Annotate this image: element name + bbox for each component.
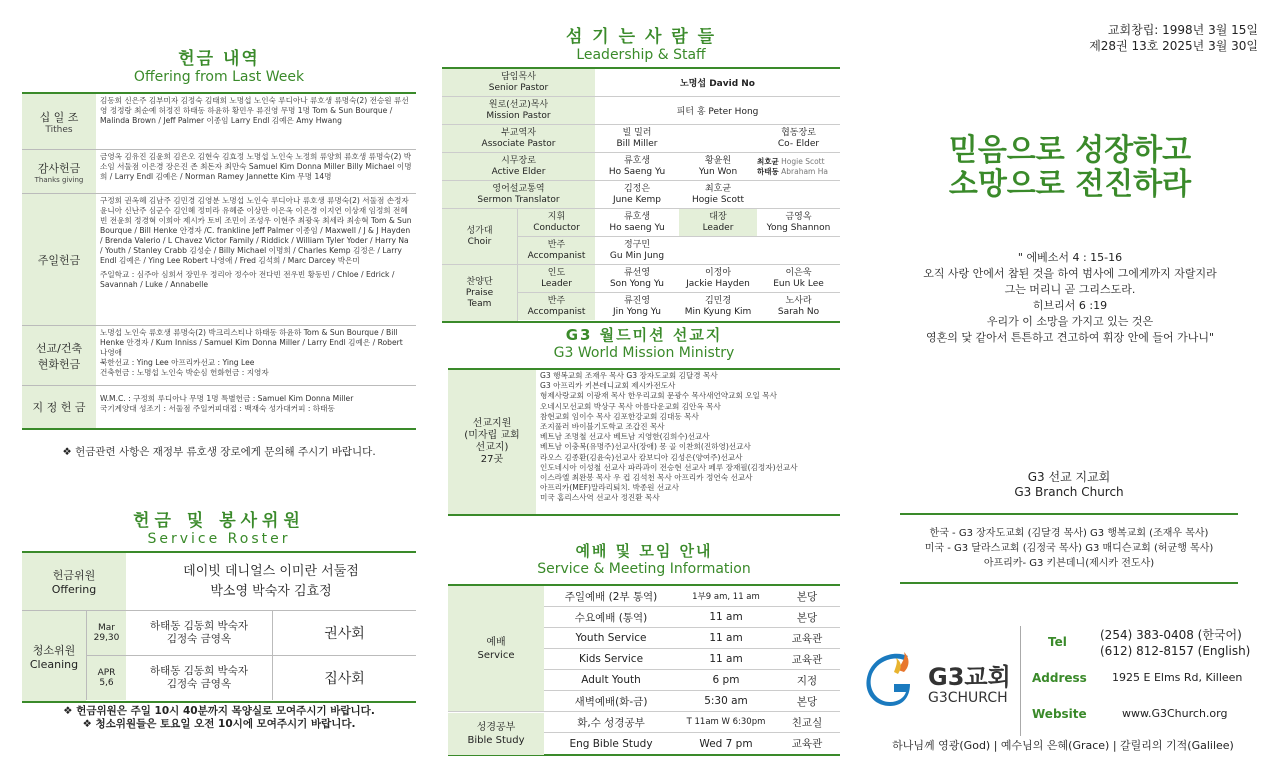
service-name: Adult Youth <box>581 674 641 686</box>
leadership-header <box>442 22 840 63</box>
service-time: 11 am <box>709 611 743 623</box>
service-place: 본당 <box>796 695 818 708</box>
row-translator: 영어설교통역 Sermon Translator 김정은 June Kemp 최호균 Hogie Scott <box>442 181 840 209</box>
roster-offering-names: 데이빗 데니얼스 이미란 서둘점 박소영 박숙자 김효정 <box>183 563 359 599</box>
contact-divider <box>1020 626 1021 736</box>
offering-table <box>22 92 416 430</box>
service-time: 6 pm <box>712 674 740 686</box>
service-row <box>544 607 840 628</box>
service-row <box>544 586 840 607</box>
branch-list: 한국 - G3 장자도교회 (김달경 목사) G3 행복교회 (조재우 목사) 미국 - G3 달라스교회 (김정국 목사) G3 매디슨교회 (허균행 목사) 아프리카- G3 키븐데니(제시카 전도사) <box>924 528 1214 569</box>
offering-category: 주일헌금 <box>22 194 96 325</box>
roster-cleaning-label: 청소위원 Cleaning <box>22 611 86 701</box>
branch-top-rule <box>900 513 1238 515</box>
mission-title-en: G3 World Mission Ministry <box>553 345 735 361</box>
offering-category: 감사헌금 Thanks giving <box>22 150 96 193</box>
mission-item: 아프리카(MEF)말라리퇴치. 박종원 선교사 <box>540 483 679 493</box>
service-row <box>544 628 840 649</box>
offering-row-mission <box>22 326 416 386</box>
website-link[interactable]: www.G3Church.org <box>1122 707 1228 720</box>
row-associate-pastor: 부교역자 Associate Pastor 빌 밀러 Bill Miller 협동장로 Co- Elder <box>442 125 840 153</box>
roster-offering-label: 헌금위원 Offering <box>22 553 126 610</box>
mission-table <box>448 368 840 516</box>
roster-cleaning-week2: APR 5,6 하태동 김동희 박숙자 김정숙 금영옥 집사회 <box>86 656 416 700</box>
mission-label: 선교지원 (미자립 교회 선교지) 27곳 <box>448 370 536 514</box>
services-group-bible: 성경공부 Bible Study <box>448 713 544 755</box>
mission-item: 라오스 김종환(김윤숙)선교사 캄보디아 김성은(양여주)선교사 <box>540 452 743 462</box>
service-place: 본당 <box>796 590 818 603</box>
service-row <box>544 691 840 712</box>
services-group-worship: 예배 Service <box>448 586 544 712</box>
mission-header <box>448 324 840 361</box>
mission-item: 참현교회 임이수 목사 김포한강교회 김대동 목사 <box>540 411 699 421</box>
leadership-title-en: Leadership & Staff <box>576 47 706 63</box>
services-title-en: Service & Meeting Information <box>537 561 751 577</box>
roster-title-en: Service Roster <box>147 531 291 547</box>
mission-item: 조지풀러 바이블기도학교 조갑진 목사 <box>540 422 665 432</box>
row-mission-pastor: 원로(선교)목사 Mission Pastor 피터 홍 Peter Hong <box>442 97 840 125</box>
service-place: 교육관 <box>791 632 823 645</box>
offering-names: 구정희 권옥혜 김남주 김민경 김영분 노명섭 노인숙 루디아나 류호생 류명숙(2) 서둘점 손정자 윤니아 신난주 심군수 김인혜 정미라 유혜준 이상만 이은옥 이은경 이지연 이상재 임정희 전혜빈 전윤희 정경혁 이희아 제시카 토비 조민이 조성우 이현주 최광욱 최세라 최송혁 Tom & Sun Bourque / Bill Henke 안경자 /C. frankline Jeff Palmer 이종임 / Maxwell / J & J Hayden / Brenda Valerio / L Chavez Victor Family / Riddick / William Tyler Yoder / Harry Na / Youth / Stanley Crabb 김성순 / Billy Michael 이명희 / Charles Kemp 김정은 / Larry Endl 김예은 / Ying Lee Robert 나영애 / Fred 김석희 / Marc Darcey 박은미 주일학교 : 심주아 심희서 장민우 정리아 정수아 전다빈 전우빈 황동빈 / Chloe / Edrick / Savannah / Luke / Annabelle <box>100 196 412 289</box>
mission-item: G3 행복교회 조재우 목사 G3 장자도교회 김달경 목사 <box>540 371 718 380</box>
mission-title-ko: G3 월드미션 선교지 <box>565 326 723 344</box>
mission-item: 베트남 조명철 선교사 베트남 지영한(김희수)선교사 <box>540 432 710 442</box>
offering-note: ❖ 헌금관련 사항은 재정부 류호생 장로에게 문의해 주시기 바랍니다. <box>62 446 376 458</box>
service-time: 5:30 am <box>704 695 748 707</box>
service-time: 1부9 am, 11 am <box>692 592 760 602</box>
cover-verse: " 에베소서 4 : 15-16 오직 사랑 안에서 참된 것을 하여 범사에 그에게까지 자랄지라 그는 머리니 곧 그리스도라. 히브리서 6 :19 우리가 이 소망을 가지고 있는 것은 영혼의 닻 같아서 튼튼하고 견고하여 휘장 안에 들어 가나니" <box>923 251 1217 344</box>
service-time: 11 am <box>709 632 743 644</box>
service-place: 교육관 <box>791 653 823 666</box>
offering-names: W.M.C. : 구정희 루디아나 무명 1명 특별헌금 : Samuel Kim Donna Miller 국기계양대 성조기 : 서둘점 주일커피대접 : 백재숙 성가대커피 : 하태동 <box>100 394 354 413</box>
offering-row-designated <box>22 386 416 428</box>
founding-info: 교회창립: 1998년 3월 15일 제28권 13호 2025년 3월 30일 <box>1089 23 1258 53</box>
branch-bottom-rule <box>900 582 1238 584</box>
branch-title: G3 선교 지교회 G3 Branch Church <box>1014 470 1124 499</box>
roster-offering-row <box>22 553 416 611</box>
offering-row-thanks <box>22 150 416 194</box>
tel-label: Tel <box>1048 635 1067 649</box>
service-place: 교육관 <box>791 738 823 750</box>
services-header <box>448 540 840 577</box>
leadership-title-ko: 섬 기 는 사 람 들 <box>565 27 717 47</box>
offering-names: 금영옥 김유진 김윤희 김은오 김현숙 김효정 노명섭 노인숙 노정희 류양희 류호생 류명숙(2) 박소임 서둘점 이은경 장은진 존 최돈자 최만숙 Samuel Kim Donna Miller Billy Michael 이명희 / Larry Endl 김예은 / Norman Ramey Jannette Kim 무명 14명 <box>100 152 412 181</box>
row-praise-team: 찬양단 Praise Team 인도 Leader 류선영 Son Yong Yu 이정아 Jackie Hayden 이은욱 Eun Uk Lee 반주 Accompanist 류진영 Jin Yong Yu 김민경 Min Kyung Kim 노사라 Sarah No <box>442 265 840 321</box>
offering-names: 김동희 신은주 김부미자 김정숙 김태희 노명섭 노인숙 루디아나 류호생 류명숙(2) 전승원 류선영 정정랑 최순예 허정진 하태동 하윤하 황민우 류진영 무명 1명 Tom & Sun Bourque / Malinda Brown / Jeff Palmer 이종임 Larry Endl 김예은 Amy Hwang <box>100 96 409 125</box>
mission-item: 베트남 이충복(유명주)선교사(장애) 몽 골 이찬희(진하영)선교사 <box>540 442 751 452</box>
services-title-ko: 예배 및 모임 안내 <box>575 542 713 560</box>
logo-text-en: G3CHURCH <box>928 690 1008 706</box>
roster-table <box>22 551 416 703</box>
service-name: 화,수 성경공부 <box>577 716 645 729</box>
offering-title-en: Offering from Last Week <box>133 69 305 85</box>
roster-notes: ❖ 헌금위원은 주일 10시 40분까지 목양실로 모여주시기 바랍니다. ❖ 청소위원들은 토요일 오전 10시에 모여주시기 바랍니다. <box>63 705 375 730</box>
cover-motto: 믿음으로 성장하고 소망으로 전진하라 <box>948 133 1192 202</box>
service-time: T 11am W 6:30pm <box>686 717 766 727</box>
church-slogan: 하나님께 영광(God) | 예수님의 은혜(Grace) | 갈릴리의 기적(Galilee) <box>892 739 1234 752</box>
address-value: 1925 E Elms Rd, Killeen <box>1112 671 1243 684</box>
offering-category: 십 일 조 Tithes <box>22 94 96 149</box>
mission-item: G3 아프리카 키븐데니교회 제시카전도사 <box>540 381 676 391</box>
address-label: Address <box>1032 671 1087 685</box>
service-time: 11 am <box>709 653 743 665</box>
tel-numbers: (254) 383-0408 (한국어) (612) 812-8157 (English) <box>1100 628 1251 658</box>
mission-list <box>536 370 840 514</box>
service-place: 본당 <box>796 611 818 624</box>
offering-header <box>22 44 416 85</box>
mission-item: 이스라엘 최완봉 목사 우 컵 김석천 목사 아프리카 정연숙 선교사 <box>540 473 753 483</box>
service-name: Eng Bible Study <box>569 737 653 750</box>
roster-cleaning-week1: Mar 29,30 하태동 김동희 박숙자 김정숙 금영옥 권사회 <box>86 611 416 656</box>
service-row <box>544 670 840 691</box>
offering-row-sunday <box>22 194 416 326</box>
mission-item: 오네시모선교회 박상구 목사 아름다운교회 김안옥 목사 <box>540 401 721 411</box>
mission-item: 미국 홈리스사역 선교사 정진환 목사 <box>540 493 660 503</box>
service-place: 친교실 <box>791 716 823 729</box>
mission-item: 형제사랑교회 이광재 목사 한우리교회 문광수 목사새언약교회 오일 목사 <box>540 391 777 401</box>
row-active-elder: 시무장로 Active Elder 류호생 Ho Saeng Yu 황윤원 Yun Won 최호균 Hogie Scott 하태동 Abraham Ha <box>442 153 840 181</box>
g3-logo-icon <box>864 650 914 708</box>
offering-names: 노명섭 노인숙 류호생 류명숙(2) 박크리스티나 하태동 하윤하 Tom & Sun Bourque / Bill Henke 안경자 / Kum Inniss / Samuel Kim Donna Miller / Larry Endl 김예은 / Robert 나영애 북한선교 : Ying Lee 아프리카선교 : Ying Lee 건축헌금 : 노명섭 노인숙 박순심 헌화헌금 : 지영자 <box>100 328 403 377</box>
roster-title-ko: 헌금 및 봉사위원 <box>133 511 305 531</box>
offering-row-tithes <box>22 94 416 150</box>
service-row <box>544 712 840 733</box>
service-place: 지정 <box>796 674 818 687</box>
service-name: 주일예배 (2부 통역) <box>564 590 658 603</box>
service-name: Kids Service <box>578 653 644 665</box>
website-label: Website <box>1032 707 1087 721</box>
row-senior-pastor: 담임목사 Senior Pastor 노명섭 David No <box>442 69 840 97</box>
leadership-table <box>442 67 840 323</box>
offering-category: 선교/건축 현화헌금 <box>22 326 96 385</box>
service-row <box>544 733 840 754</box>
roster-header <box>22 506 416 547</box>
logo-text-ko: G3교회 <box>928 663 1011 691</box>
service-name: 수요예배 (통역) <box>574 611 648 624</box>
service-time: Wed 7 pm <box>699 737 753 750</box>
row-choir: 성가대 Choir 지휘 Conductor 류호생 Ho saeng Yu 대장 Leader 금영옥 Yong Shannon 반주 Accompanist 정구민 Gu Min Jung <box>442 209 840 265</box>
offering-category: 지 정 헌 금 <box>22 386 96 428</box>
service-name: Youth Service <box>575 632 647 644</box>
service-row <box>544 649 840 670</box>
mission-item: 인도네시아 이성철 선교사 파라과이 전승현 선교사 페루 장재필(김정자)선교사 <box>540 462 798 472</box>
offering-title-ko: 헌금 내역 <box>178 49 260 69</box>
services-table <box>448 584 840 756</box>
roster-cleaning-row <box>22 611 416 701</box>
service-name: 새벽예배(화-금) <box>574 695 648 708</box>
